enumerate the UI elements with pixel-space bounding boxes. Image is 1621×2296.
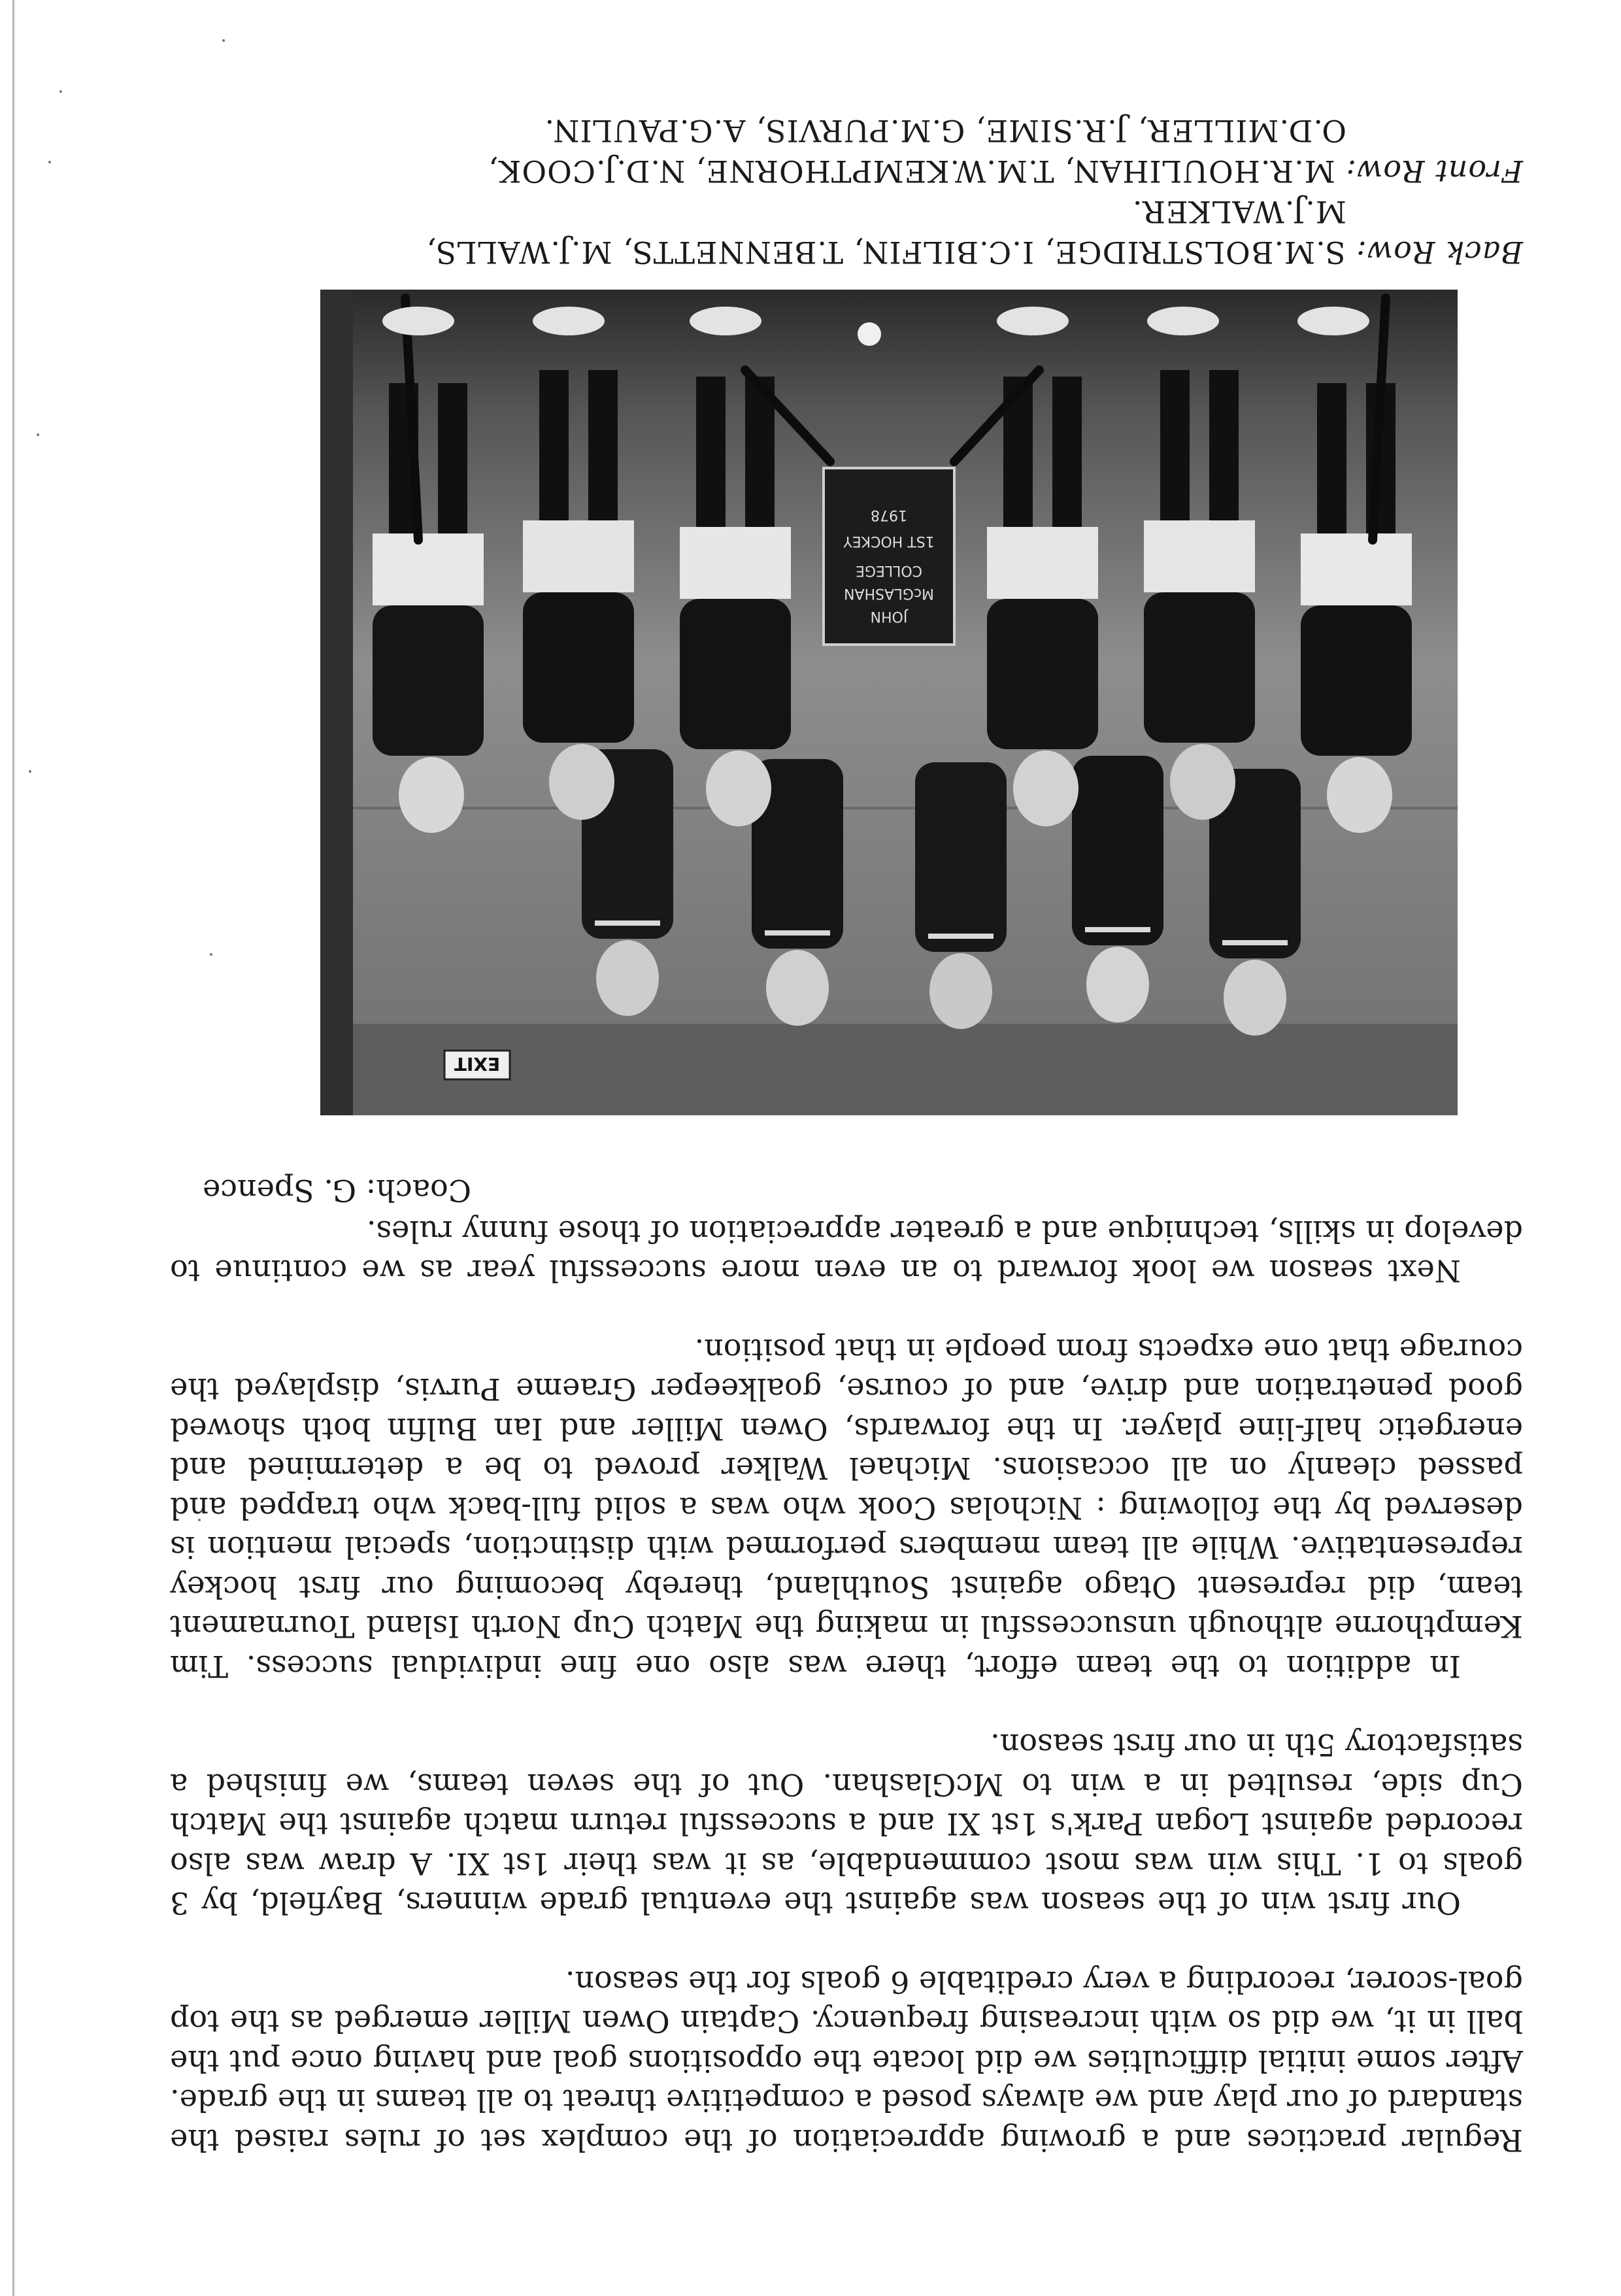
coach-credit: Coach: G. Spence: [203, 1173, 471, 1208]
plaque-line: 1ST HOCKEY: [843, 533, 935, 549]
front-row-names: M.R.HOULIHAN, T.M.W.KEMPTHORNE, N.D.J.COOK,: [488, 154, 1335, 189]
gym-floor: [320, 290, 1458, 409]
article-paragraph-4: Next season we look forward to an even more successful year as we continue to develop in skills, technique and a greater appreciation of those funny rules.: [170, 1214, 1523, 1289]
plaque-line: 1978: [871, 507, 907, 523]
doorway-edge: [320, 290, 353, 1115]
scan-speck: [48, 161, 51, 163]
svg-text:EXIT: EXIT: [454, 1053, 501, 1075]
article-paragraph-1: Regular practices and a growing appreciation of the complex set of rules raised the standard of our play and we always posed a competitive threat to all teams in the grade. After some initial difficulties we did locate the oppositions goal and having once put the ball in it, we did so with increasing frequency. Captain Owen Miller emerged as the top goal-scorer, recording a very creditable 6 goals for the season.: [170, 1965, 1523, 2158]
binder-edge-line: [12, 0, 14, 2296]
scan-speck: [59, 90, 62, 93]
caption-back-row: [150, 232, 1523, 273]
photo-caption: [150, 110, 1523, 273]
plaque-line: JOHN: [870, 608, 908, 624]
scan-speck: [29, 770, 31, 773]
caption-front-row: [150, 151, 1523, 192]
back-row-names: S.M.BOLSTRIDGE, I.C.BILFIN, T.BENNETTS, M.J.WALLS,: [426, 235, 1346, 270]
exit-sign: [444, 1051, 510, 1079]
front-row-names-continued: O.D.MILLER, J.R.SIME, G.M.PURVIS, A.G.PAULIN.: [544, 113, 1346, 148]
back-row-names-continued: M.J.WALKER.: [1131, 194, 1346, 229]
article-paragraph-3: In addition to the team effort, there was also one fine individual success. Tim Kempthorne although unsuccessful in making the Match Cup North Island Tournament team, did represent Otago against Southland, thereby becoming our first hockey representative. While all team members performed with distinction, special mention is deserved by the following : Nicholas Cook who was a solid full-back who trapped and passed cleanly on all occasions. Michael Walker proved to be a determined and energetic half-line player. In the forwards, Owen Miller and Ian Bulfin both showed good penetration and drive, and of course, goalkeeper Graeme Purvis, displayed the courage that one expects from people in that position.: [170, 1332, 1523, 1684]
back-row-label: Back Row:: [1356, 235, 1523, 270]
scan-speck: [222, 39, 225, 42]
team-plaque: [824, 468, 954, 645]
article-body: [170, 1173, 1523, 2161]
plaque-line: McGLASHAN: [844, 585, 934, 601]
hockey-ball: [858, 322, 881, 346]
scan-speck: [37, 433, 39, 436]
faint-bleed-through: [353, 2211, 1203, 2227]
front-row-label: Front Row:: [1345, 154, 1523, 189]
scan-speck: [210, 953, 212, 956]
plaque-line: COLLEGE: [855, 562, 923, 579]
article-paragraph-2: Our first win of the season was against the eventual grade winners, Bayfield, by 3 goals to 1. This win was most commendable, as it was their 1st XI. A draw was also recorded against Logan Park's 1st XI and a successful return match against the Match Cup side, resulted in a win to McGlashan. Out of the seven teams, we finished a satisfactory 5th in our first season.: [170, 1727, 1523, 1921]
gym-wall: [320, 290, 1458, 1115]
photo-drawing: [320, 290, 1458, 1115]
team-photograph: [320, 290, 1458, 1115]
